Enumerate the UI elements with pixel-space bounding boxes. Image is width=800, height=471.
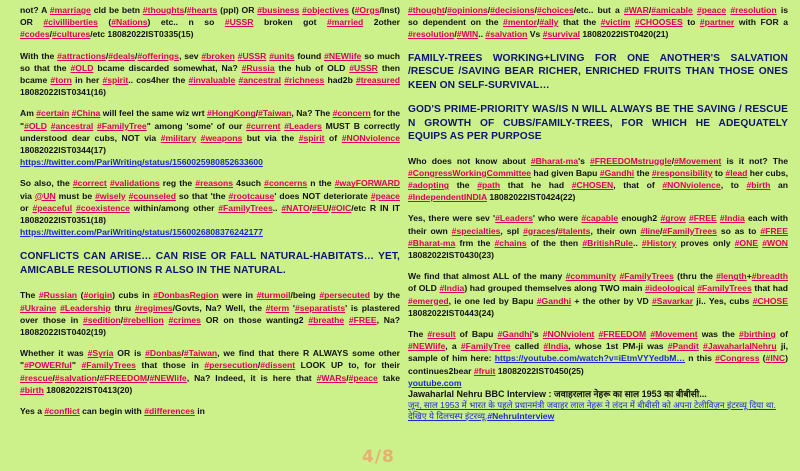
- tweet-paragraph-15: not? A #marriage cld be betn #thoughts/#hearts (ppl) OR #business #objectives (#Orgs/Inst) OR #civilliberties (#Nations) etc.. n so #USSR broken got #married 2other #codes/#cultures/etc 18082022IST0335(15): [20, 5, 401, 40]
- tweet-paragraph-20: Whether it was #Syria OR is #Donbas/#Taiwan, we find that there R ALWAYS some other "#POWERful" #FamilyTrees that those in #persecution/#dissent LOOK UP to, for their #rescue/#salvation/#FREEDOM/#NEWlife, Na? Indeed, it is here that #WARs/#peace take #birth 18082022IST0413(20): [20, 348, 401, 395]
- bbc-interview-title[interactable]: Jawaharlal Nehru BBC Interview : जवाहरलाल नेहरू का साल 1953 का बीबीसी...: [408, 388, 707, 399]
- section-heading-conflicts: CONFLICTS CAN ARISE… CAN RISE OR FALL NATURAL-HABITATS… YET, AMICABLE RESOLUTIONS R ALSO IN THE NATURAL.: [20, 251, 400, 276]
- left-column: [20, 4, 400, 426]
- nehru-interview-hashtag[interactable]: #NehruInterview: [487, 410, 555, 421]
- tweet-paragraph-21-start: Yes a #conflict can begin with #differences in: [20, 406, 205, 417]
- tweet-paragraph-16: With the #attractions/#deals/#offerings, sev #broken #USSR #units found #NEWlife so much so that the #OLD bcame discarded somewhat, Na? #Russia the hub of OLD #USSR then bcame #torn in her #spirit.. cos4her the #invaluable #ancestral #richness had2b #treasured 18082022IST0341(16): [20, 50, 400, 98]
- tweet-paragraph-23: Yes, there were sev '#Leaders' who were #capable enough2 #grow #FREE #India each with their own #specialties, spl #graces/#talents, their own #line/#FamilyTrees so as to #FREE #Bharat-ma frm the #chains of the then #BritishRule.. #History proves only #ONE #WON 18082022IST0430(23): [408, 213, 789, 261]
- youtube-domain-label[interactable]: youtube.com: [408, 377, 462, 388]
- tweet-paragraph-25: The #result of Bapu #Gandhi's #NONviolent #FREEDOM #Movement was the #birthing of #NEWlife, a #FamilyTree called #India, whose 1st PM-ji was #Pandit #JawaharlalNehru ji, sample of him here: https://youtube.com/watch?v=iEtmVYYedbM… n this #Congress (#INC) continues2bear #fruit 18082022IST0450(25): [408, 329, 789, 376]
- page-number: 4/8: [362, 447, 395, 467]
- tweet-block-18: [20, 177, 400, 238]
- tweet-paragraph-17: Am #certain #China will feel the same wiz wrt #HongKong/#Taiwan, Na? The #concern for the "#OLD #ancestral #FamilyTree" among 'some' of our #current #Leaders MUST B correctly understood dear cubs, NOT via #military #weapons but via the #spirit of #NONviolence 18082022IST0344(17): [20, 108, 400, 156]
- tweet-link-18[interactable]: https://twitter.com/PariWriting/status/1560026808376242177: [20, 227, 263, 238]
- tweet-paragraph-24: We find that almost ALL of the many #community #FamilyTrees (thru the #length+#breadth of OLD #India) had grouped themselves along TWO main #ideological #FamilyTrees that had #emerged, ie one led by Bapu #Gandhi + the other by VD #Savarkar ji.. Yes, cubs #CHOSE 18082022IST0443(24): [408, 271, 789, 318]
- section-heading-gods-priority: GOD'S PRIME-PRIORITY WAS/IS N WILL ALWAYS BE THE SAVING / RESCUE N GROWTH OF CUBS/FAMILY-TREES, FOR WHICH HE ADEQUATELY EQUIPS AS PER PURPOSE: [408, 104, 788, 143]
- bbc-interview-description[interactable]: [408, 400, 788, 422]
- right-column: [408, 4, 788, 422]
- tweet-paragraph-18: So also, the #correct #validations reg the #reasons 4such #concerns n the #wayFORWARD via @UN must be #wisely #counseled so that 'the #rootcause' does NOT deteriorate #peace or #peaceful #coexistence within/among other #FamilyTrees.. #NATO/#EU/#OIC/etc R IN IT 18082022IST0351(18): [20, 178, 401, 226]
- bbc-interview-desc-text: जून, साल 1953 में भारत के पहले प्रधानमंत्री जवाहर लाल नेहरू ने लंदन में बीबीसी को अपना टेलीविज़न इंटरव्यू दिया था. देखिए ये दिलचस्प इंटरव्यू.: [408, 399, 776, 421]
- tweet-link-17[interactable]: https://twitter.com/PariWriting/status/1560025980852633600: [20, 157, 263, 168]
- tweet-block-17: [20, 107, 400, 168]
- tweet-paragraph-21: #thought/#opinions/#decisions/#choices/etc.. but a #WAR/#amicable #peace #resolution is so dependent on the #mentor/#ally that the #victim #CHOOSES to #partner with FOR a #resolution/#WIN.. #salvation Vs #survival 18082022IST0420(21): [408, 5, 789, 40]
- tweet-paragraph-22: Who does not know about #Bharat-ma's #FREEDOMstruggle/#Movement is it not? The #CongressWorkingCommittee had given Bapu #Gandhi the #responsibility to #lead her cubs, #adopting the #path that he had #CHOSEN, that of #NONviolence, to #birth an #IndependentINDIA 18082022IST0424(22): [408, 155, 789, 203]
- tweet-paragraph-19: The #Russian (#origin) cubs in #DonbasRegion were in #turmoil/being #persecuted by the #Ukraine #Leadership thru #regimes/Govts, Na? Well, the #term '#separatists' is plastered over those in #sedition/#rebellion #crimes OR on those wanting2 #breathe #FREE, Na? 18082022IST0402(19): [20, 290, 401, 338]
- section-heading-family-trees: FAMILY-TREES WORKING+LIVING FOR ONE ANOTHER'S SALVATION /RESCUE /SAVING BEAR RICHER, ENRICHED FRUITS THAN THOSE ONES KEEN ON SELF-SURVIVAL…: [408, 52, 788, 91]
